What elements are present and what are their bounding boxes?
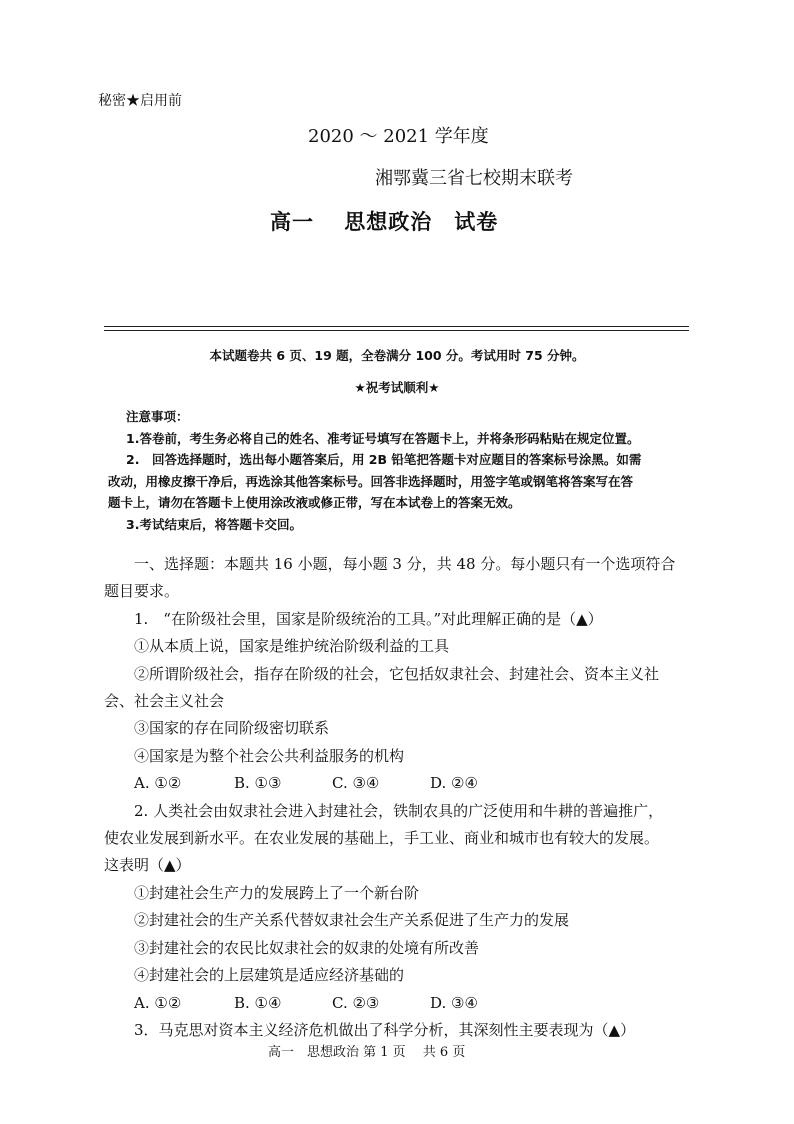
question-2-stem-cont: 使农业发展到新水平。在农业发展的基础上，手工业、商业和城市也有较大的发展。 [104,829,660,848]
good-luck-banner: ★祝考试顺利★ [354,380,440,395]
question-2-item: ④封建社会的上层建筑是适应经济基础的 [134,966,405,985]
divider-top [104,326,689,327]
question-2-item: ②封建社会的生产关系代替奴隶社会生产关系促进了生产力的发展 [134,911,570,930]
question-1-item-cont: 会、社会主义社会 [104,692,225,711]
question-1-stem: 1. “在阶级社会里，国家是阶级统治的工具。”对此理解正确的是（▲） [134,609,603,628]
question-1-item: ②所谓阶级社会，指存在阶级的社会，它包括奴隶社会、封建社会、资本主义社 [134,664,660,683]
option-c: C. ③④ [332,774,380,793]
question-1-item: ①从本质上说，国家是维护统治阶级利益的工具 [134,637,450,656]
page-title: 高一 思想政治 试卷 [270,210,499,234]
question-body [104,551,704,1044]
option-a: A. ①② [134,993,182,1012]
school-year: 2020 ～ 2021 学年度 [308,126,489,147]
instruction-line: 1.答卷前，考生务必将自己的姓名、准考证号填写在答题卡上，并将条形码粘贴在规定位置。 [126,430,640,446]
section-heading: 一、选择题：本题共 16 小题，每小题 3 分，共 48 分。每小题只有一个选项符合 [134,555,676,573]
option-a: A. ①② [134,774,182,793]
question-2-item: ①封建社会生产力的发展跨上了一个新台阶 [134,883,420,902]
question-1-options [104,770,704,797]
option-c: C. ②③ [332,993,380,1012]
option-d: D. ②④ [430,774,478,793]
confidential-label: 秘密★启用前 [98,93,182,109]
question-1-item: ④国家是为整个社会公共利益服务的机构 [134,746,405,765]
instructions [108,406,700,535]
question-2-options [104,990,704,1017]
option-d: D. ③④ [430,993,478,1012]
instruction-line: 改动，用橡皮擦干净后，再选涂其他答案标号。回答非选择题时，用签字笔或钢笔将答案写在答 [108,473,634,489]
page-footer: 高一 思想政治 第 1 页 共 6 页 [268,1045,466,1060]
exam-name: 湘鄂冀三省七校期末联考 [375,168,573,189]
instruction-line: 题卡上，请勿在答题卡上使用涂改液或修正带，写在本试卷上的答案无效。 [108,495,521,510]
divider-bottom [104,330,689,331]
instruction-line: 2. 回答选择题时，选出每小题答案后，用 2B 铅笔把答题卡对应题目的答案标号涂黑。如需 [126,452,642,467]
instruction-line: 3.考试结束后，将答题卡交回。 [126,516,302,532]
instructions-heading: 注意事项： [126,409,189,424]
question-2-stem-cont: 这表明（▲） [104,856,191,875]
exam-info: 本试题卷共 6 页、19 题，全卷满分 100 分。考试用时 75 分钟。 [209,348,585,363]
question-3-stem: 3．马克思对资本主义经济危机做出了科学分析，其深刻性主要表现为（▲） [134,1020,636,1039]
question-1-item: ③国家的存在同阶级密切联系 [134,719,330,738]
option-b: B. ①④ [234,993,282,1012]
option-b: B. ①③ [234,774,282,793]
question-2-item: ③封建社会的农民比奴隶社会的奴隶的处境有所改善 [134,938,480,957]
question-2-stem: 2. 人类社会由奴隶社会进入封建社会，铁制农具的广泛使用和牛耕的普遍推广， [134,801,664,820]
section-heading-cont: 题目要求。 [104,582,180,601]
